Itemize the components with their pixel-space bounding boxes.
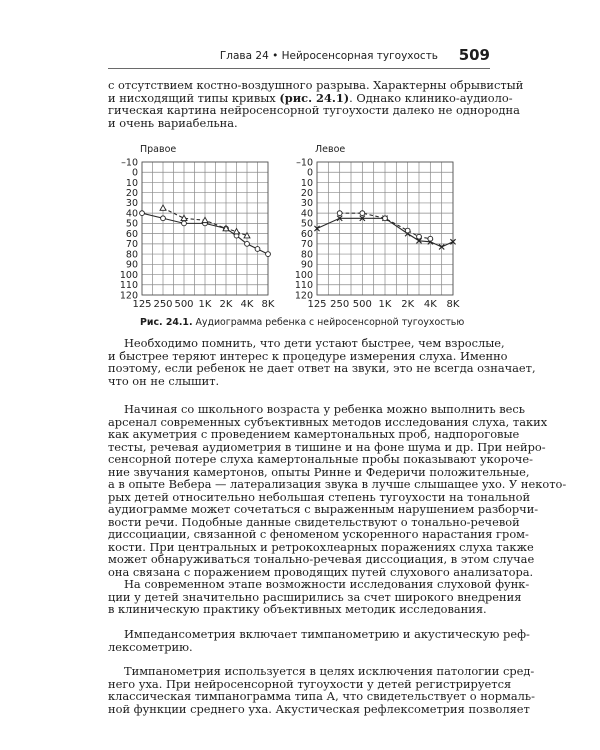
data-point [266, 252, 271, 257]
y-tick-label: 70 [300, 239, 313, 251]
y-tick-label: 50 [125, 218, 138, 230]
data-point [160, 205, 166, 210]
audiogram-right [120, 144, 275, 310]
y-tick-label: 110 [119, 280, 138, 292]
y-tick-label: 60 [300, 228, 313, 240]
text-line: ной функции среднего уха. Акустическая рефлексометрия позволяет [108, 701, 530, 716]
text-line: Тимпанометрия используется в целях исключения патологии сред- [124, 664, 535, 678]
text-line: диссоциации, связанной с феноменом ускоренного нарастания гром- [108, 527, 529, 541]
text-line: с отсутствием костно-воздушного разрыва. Характерны обрывистый [108, 78, 524, 92]
x-tick-label: 250 [330, 299, 350, 310]
data-point [245, 241, 250, 246]
y-tick-label: 90 [125, 259, 138, 271]
x-tick-label: 2K [219, 299, 233, 310]
text-line: аудиограмме может сочетаться с выраженным нарушением разборчи- [108, 502, 539, 516]
body-paragraph [108, 402, 567, 579]
data-point [234, 229, 240, 234]
audiogram-left [295, 144, 460, 310]
y-tick-label: 80 [125, 249, 138, 261]
chart-title: Правое [140, 144, 177, 155]
y-tick-label: –10 [296, 157, 313, 169]
body-paragraph [108, 577, 530, 616]
chapter-title: Глава 24 • Нейросенсорная тугоухость [219, 50, 438, 62]
text-line: лексометрию. [108, 639, 193, 654]
x-tick-label: 500 [352, 299, 372, 310]
y-tick-label: 20 [300, 187, 313, 199]
text-line: поэтому, если ребенок не дает ответ на звуки, это не всегда означает, [108, 361, 536, 375]
text-line: Начиная со школьного возраста у ребенка можно выполнить весь [124, 402, 526, 416]
y-tick-label: 0 [306, 167, 313, 179]
text-line: Необходимо помнить, что дети устают быстрее, чем взрослые, [124, 336, 505, 350]
text-line: и нисходящий типы кривых (рис. 24.1). Однако клинико-аудиоло- [108, 90, 513, 105]
x-tick-label: 8K [261, 299, 275, 310]
data-point [255, 247, 260, 252]
x-tick-label: 2K [401, 299, 415, 310]
data-point [417, 234, 422, 239]
y-tick-label: 50 [300, 218, 313, 230]
text-line: как акуметрия с проведением камертональных проб, надпороговые [108, 427, 520, 441]
page-number: 509 [458, 46, 490, 64]
y-tick-label: 10 [300, 177, 313, 189]
x-tick-label: 8K [446, 299, 460, 310]
data-point [428, 236, 433, 241]
body-paragraph [108, 627, 530, 654]
text-line: и быстрее теряют интерес к процедуре измерения слуха. Именно [108, 348, 508, 363]
y-tick-label: 20 [125, 187, 138, 199]
text-line: кости. При центральных и ретрокохлеарных поражениях слуха также [108, 539, 534, 554]
x-tick-label: 4K [240, 299, 254, 310]
caption-text: Аудиограмма ребенка с нейросенсорной тугоухостью [195, 317, 465, 328]
text-line: рых детей относительно небольшая степень тугоухости на тональной [108, 489, 531, 504]
y-tick-label: –10 [121, 157, 138, 169]
text-line: вости речи. Подобные данные свидетельствуют о тонально-речевой [108, 514, 520, 529]
y-tick-label: 10 [125, 177, 138, 189]
x-tick-label: 4K [423, 299, 437, 310]
y-tick-label: 80 [300, 249, 313, 261]
y-tick-label: 40 [300, 208, 313, 220]
body-paragraph [108, 336, 536, 388]
data-point [360, 211, 365, 216]
y-tick-label: 0 [131, 167, 138, 179]
x-tick-label: 125 [132, 299, 152, 310]
text-line: и очень вариабельна. [108, 115, 238, 130]
y-tick-label: 30 [300, 198, 313, 210]
data-point [383, 216, 388, 221]
x-tick-label: 250 [153, 299, 173, 310]
text-line: а в опыте Вебера — латерализация звука в лучше слышащее ухо. У некото- [108, 477, 567, 491]
figure-caption [140, 317, 500, 328]
text-line: что он не слышит. [108, 373, 220, 388]
data-point [405, 228, 410, 233]
audiogram-figure [0, 0, 600, 320]
text-line: может обнаруживаться тонально-речевая диссоциация, в этом случае [108, 552, 535, 566]
x-tick-label: 500 [174, 299, 194, 310]
text-line: гическая картина нейросенсорной тугоухости далеко не однородна [108, 103, 520, 117]
text-line: Импедансометрия включает тимпанометрию и акустическую реф- [124, 627, 530, 641]
x-tick-label: 125 [307, 299, 327, 310]
y-tick-label: 30 [125, 198, 138, 210]
data-point [161, 216, 166, 221]
y-tick-label: 90 [300, 259, 313, 271]
y-tick-label: 110 [294, 280, 313, 292]
x-tick-label: 1K [198, 299, 212, 310]
text-line: сенсорной потере слуха камертональные пробы показывают укороче- [108, 452, 533, 466]
text-line: ции у детей значительно расширились за счет широкого внедрения [108, 589, 522, 604]
text-line: него уха. При нейросенсорной тугоухости у детей регистрируется [108, 676, 512, 691]
text-line: тесты, речевая аудиометрия в тишине и на фоне шума и др. При нейро- [108, 439, 546, 454]
text-line: ние звучания камертонов, опыты Ринне и Федеричи положительные, [108, 464, 530, 479]
y-tick-label: 120 [294, 290, 313, 302]
caption-label: Рис. 24.1. [140, 317, 193, 328]
y-tick-label: 60 [125, 228, 138, 240]
y-tick-label: 100 [119, 269, 138, 281]
data-point [337, 211, 342, 216]
text-line: На современном этапе возможности исследования слуховой функ- [124, 577, 530, 591]
x-tick-label: 1K [378, 299, 392, 310]
chart-title: Левое [315, 144, 346, 155]
text-line: в клиническую практику объективных методик исследования. [108, 602, 487, 616]
y-tick-label: 120 [119, 290, 138, 302]
data-point [140, 211, 145, 216]
body-paragraph [108, 664, 535, 716]
y-tick-label: 100 [294, 269, 313, 281]
text-line: она связана с поражением проводящих путей слухового анализатора. [108, 564, 534, 579]
y-tick-label: 70 [125, 239, 138, 251]
text-line: классическая тимпанограмма типа А, что свидетельствует о нормаль- [108, 689, 535, 703]
y-tick-label: 40 [125, 208, 138, 220]
data-point [181, 215, 187, 220]
figure-reference[interactable]: (рис. 24.1) [279, 90, 350, 105]
data-point [182, 221, 187, 226]
text-line: арсенал современных субъективных методов исследования слуха, таких [108, 414, 548, 429]
